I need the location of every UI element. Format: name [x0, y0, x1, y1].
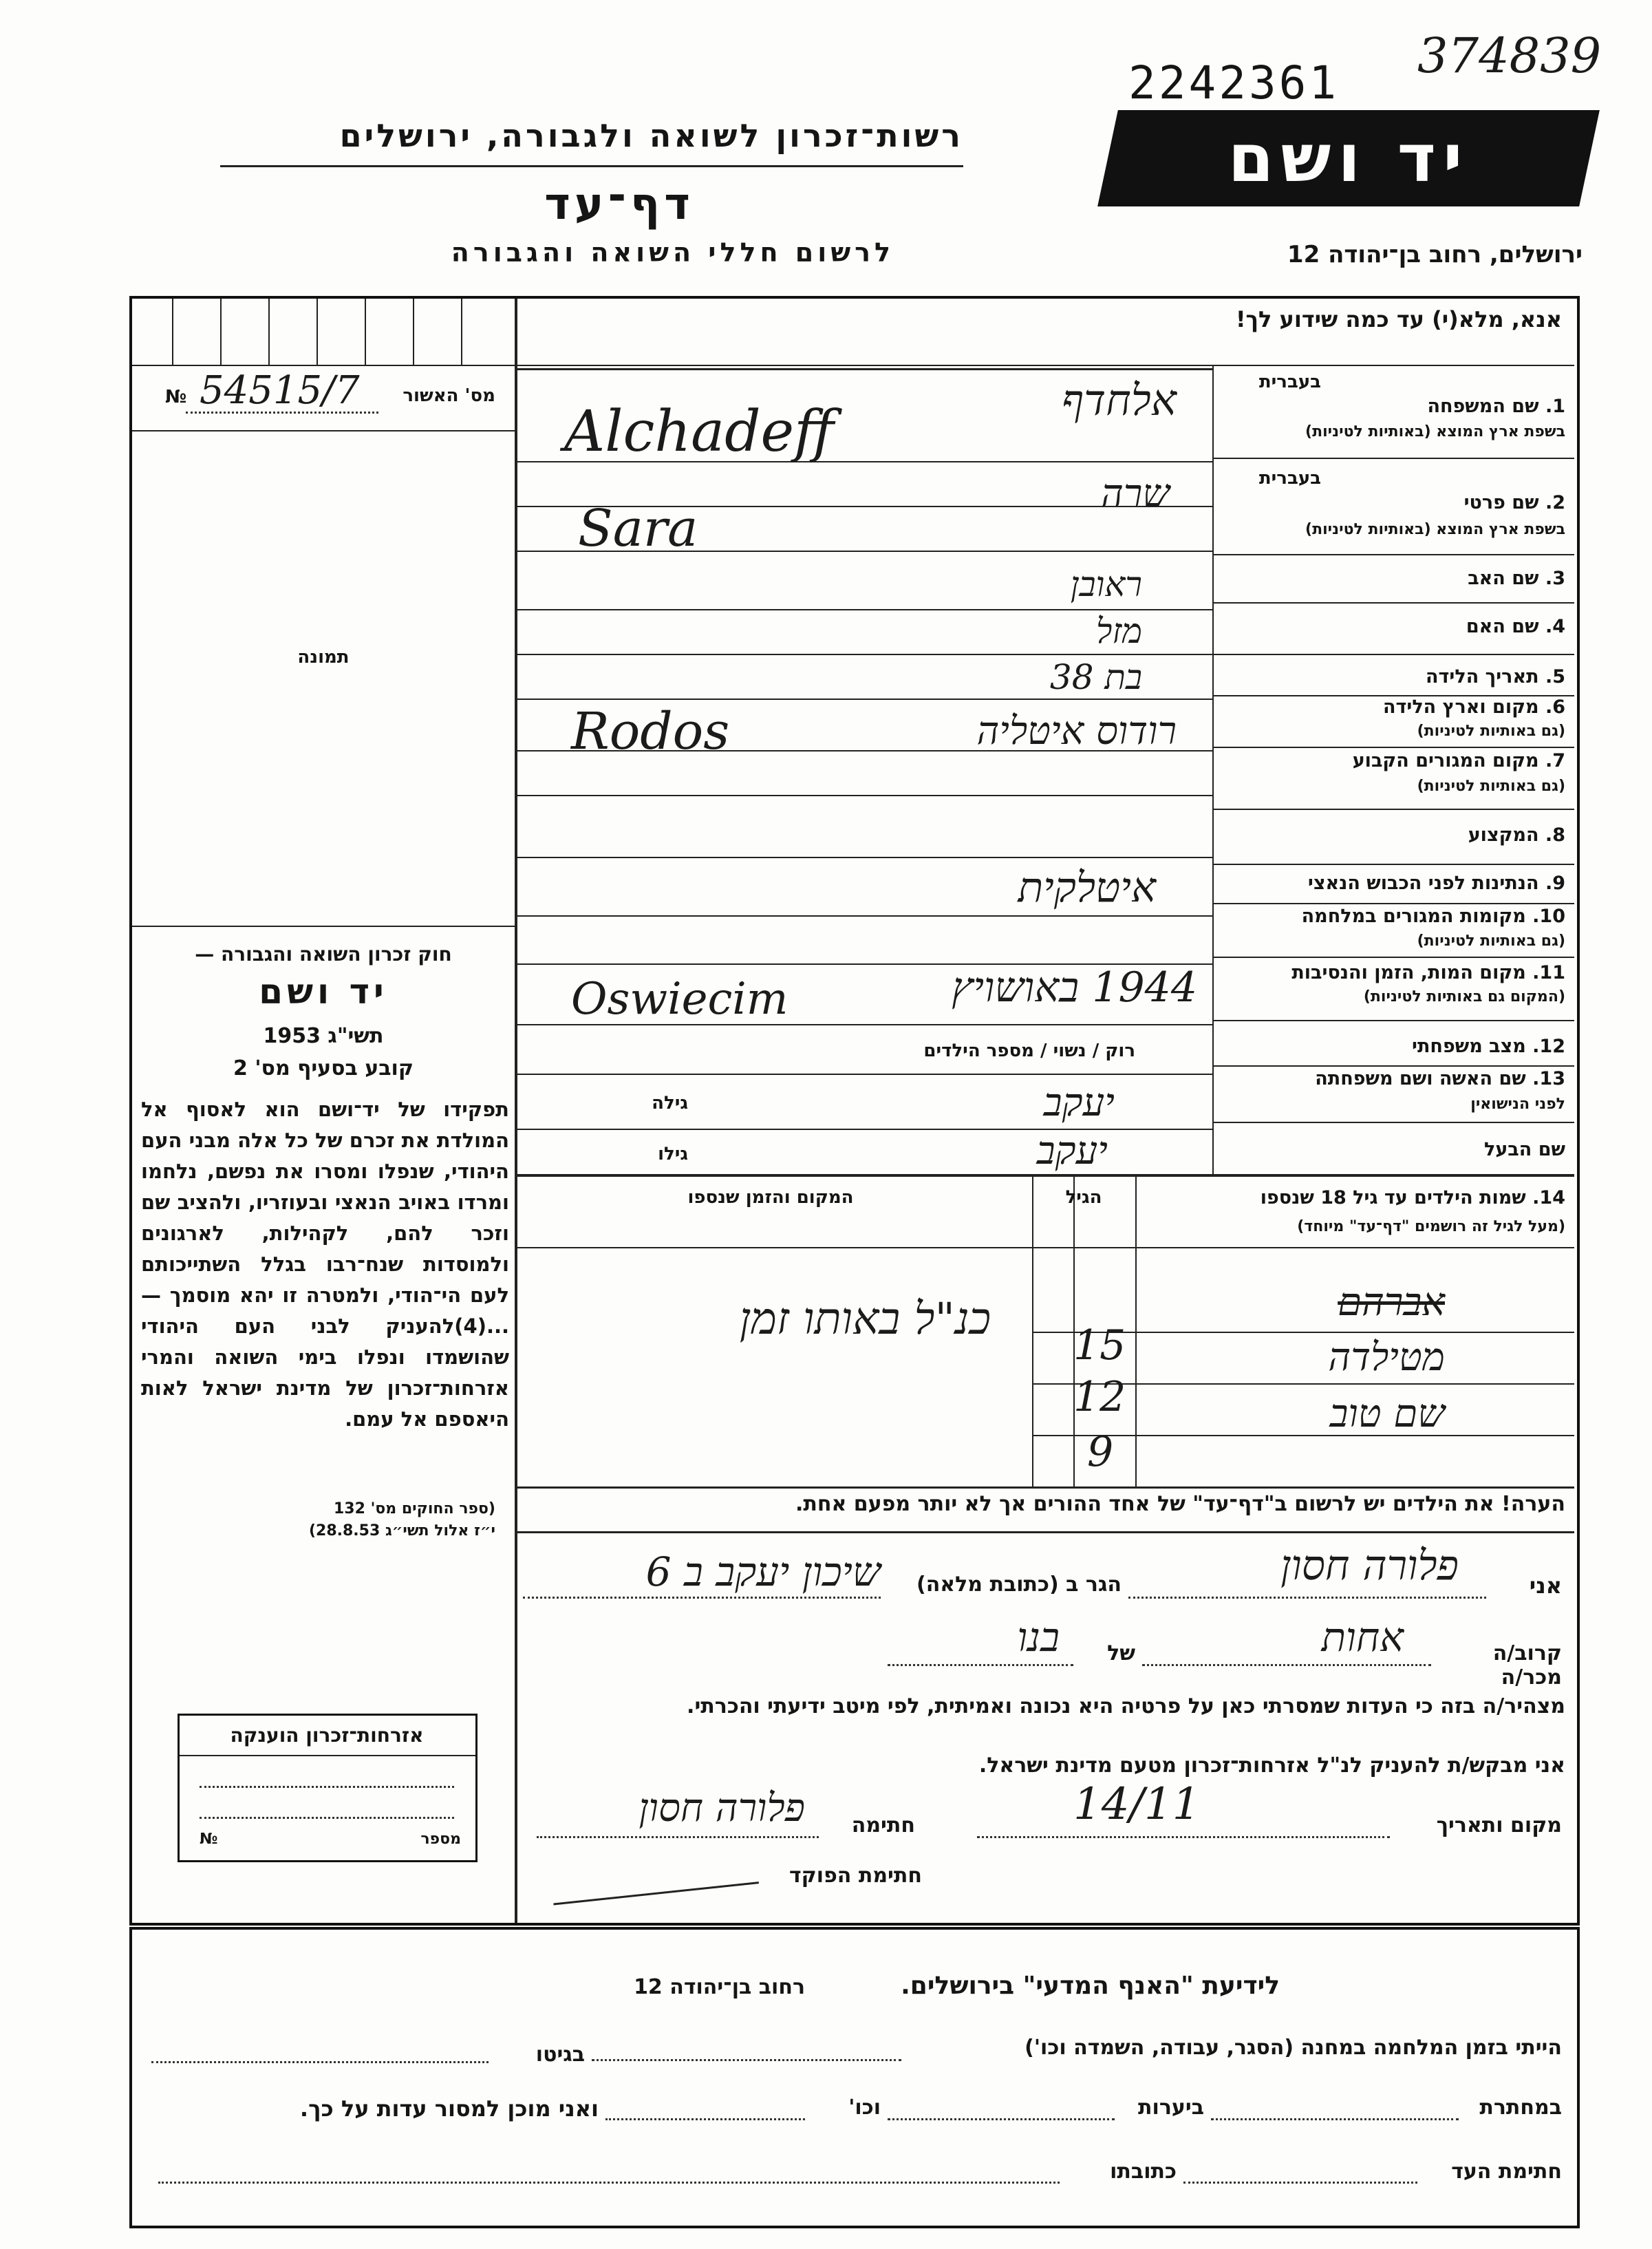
- children-header-rule: [517, 1247, 1574, 1248]
- answer-death-place-latin: Oswiecim: [571, 974, 789, 1025]
- answer-family-name-latin: Alchadeff: [564, 399, 835, 465]
- bottom-line2-c: וכו': [848, 2096, 881, 2120]
- field-sub-family-name: בשפת ארץ המוצא (באותיות לטיניות): [1305, 423, 1565, 440]
- registration-label: מס' האשור: [403, 385, 495, 406]
- child-row-rule: [1135, 1332, 1574, 1333]
- bottom-line3-dots: [1183, 2182, 1417, 2184]
- field-label-marital-status: 12. מצב משפחתי: [1412, 1036, 1565, 1057]
- certificate-rule: [180, 1755, 475, 1756]
- bottom-line2-end: ואני מוכן למסור עדות על כך.: [299, 2096, 599, 2122]
- hebrew-tag-2: בעברית: [1258, 468, 1321, 489]
- answer-line: [517, 609, 1212, 610]
- left-column-divider: [515, 299, 517, 1923]
- note-rule: [517, 1531, 1574, 1533]
- answer-line: [517, 857, 1212, 858]
- left-top-rule: [132, 365, 515, 366]
- section-rule: [517, 1174, 1574, 1177]
- bottom-line1-end: בגיטו: [535, 2043, 585, 2067]
- declarant-value: פלורה חסון: [1280, 1542, 1459, 1590]
- field-label-wartime-residence: 10. מקומות המגורים במלחמה: [1301, 906, 1565, 927]
- field-label-birthplace: 6. מקום וארץ הלידה: [1382, 696, 1565, 718]
- label-rule: [1212, 809, 1574, 810]
- child-place-1: כנ"ל באותו זמן: [739, 1294, 991, 1345]
- field-label-nationality: 9. הנתינות לפני הכבוש הנאצי: [1307, 873, 1565, 894]
- check-cell: [461, 299, 462, 365]
- label-rule: [1212, 458, 1574, 459]
- registration-no-mark: №: [165, 387, 187, 407]
- field-label-husband-name: שם הבעל: [1483, 1139, 1565, 1160]
- registration-line: [186, 412, 378, 414]
- label-rule: [1212, 747, 1574, 748]
- declaration-request: אני מבקש/ת להעניק לנ"ל אזרחות־זכרון מטעם מדינת ישראל.: [978, 1754, 1565, 1778]
- answer-line: [517, 1074, 1212, 1075]
- of-line: [888, 1664, 1073, 1666]
- photo-label: תמונה: [297, 647, 350, 668]
- label-rule: [1212, 1020, 1574, 1021]
- answer-family-name-hebrew: אלחדף: [1061, 375, 1177, 425]
- answer-birthplace-latin: Rodos: [571, 702, 730, 761]
- husband-value: יעקב: [1036, 1129, 1108, 1173]
- signature-line: [537, 1836, 819, 1838]
- intro-text: אנא, מלא(י) עד כמה שידוע לך!: [1235, 306, 1562, 332]
- answer-first-name-latin: Sara: [578, 499, 698, 558]
- header-rule: [220, 165, 963, 167]
- age-header: הגיל: [1065, 1187, 1102, 1208]
- declarant-label: אני: [1529, 1573, 1562, 1599]
- check-cell: [172, 299, 173, 365]
- husband-age-label: גילו: [658, 1144, 688, 1164]
- answer-birthplace-hebrew: רודוס איטליה: [976, 709, 1177, 754]
- answer-line: [517, 915, 1212, 917]
- children-bottom-rule: [517, 1486, 1574, 1489]
- field-label-residence: 7. מקום המגורים הקבוע: [1352, 750, 1565, 771]
- resides-value: שיכון יעקב ב 6: [645, 1548, 881, 1595]
- field-label-birth-date: 5. תאריך הלידה: [1425, 666, 1565, 688]
- child-row-rule: [1032, 1435, 1135, 1436]
- field-sub-birthplace: (גם באותיות לטיניות): [1417, 723, 1565, 740]
- answer-birth-date: בת 38: [1049, 657, 1142, 697]
- field-sub-wife-name: לפני הנישואין: [1470, 1096, 1565, 1113]
- law-name: יד ושם: [259, 972, 388, 1012]
- form-title: דף־עד: [544, 179, 694, 230]
- logo-text: יד ושם: [1227, 120, 1470, 197]
- left-rule: [132, 430, 515, 431]
- of-label: של: [1107, 1641, 1135, 1665]
- certificate-line: [200, 1786, 454, 1788]
- answer-father: ראובן: [1070, 564, 1142, 604]
- place-date-line: [977, 1836, 1390, 1838]
- handwritten-number: 374839: [1417, 28, 1602, 84]
- resides-line: [523, 1597, 881, 1599]
- wife-age-label: גילה: [652, 1093, 688, 1113]
- child-name-3: שם טוב: [1329, 1392, 1445, 1436]
- certificate-number-label: מספר: [420, 1831, 461, 1848]
- law-section: קובע בסעיף מס' 2: [233, 1056, 414, 1080]
- place-date-label: מקום ותאריך: [1436, 1813, 1562, 1837]
- answer-line: [517, 654, 1212, 655]
- bottom-line1-label: הייתי בזמן המלחמה במחנה (הסגר, עבודה, השמדה וכו'): [1025, 2036, 1562, 2060]
- signature-value: פלורה חסון: [639, 1786, 805, 1831]
- note-text: הערה! את הילדים יש לרשום ב"דף־עד" של אחד ההורים אך לא יותר מפעם אחת.: [795, 1492, 1565, 1516]
- bottom-address: רחוב בן־יהודה 12: [634, 1975, 805, 1999]
- law-reference-date: י״ז אלול תשי״ג 28.8.53): [308, 1522, 495, 1539]
- field-label-first-name: 2. שם פרטי: [1463, 492, 1565, 513]
- photo-rule: [132, 926, 515, 927]
- check-cell: [413, 299, 414, 365]
- field-label-father: 3. שם האב: [1468, 568, 1565, 589]
- law-title: חוק זכרון השואה והגבורה —: [195, 943, 452, 966]
- check-cell: [365, 299, 366, 365]
- answer-line: [517, 368, 1212, 370]
- marital-options: רוק / נשוי / מספר הילדים: [923, 1041, 1135, 1061]
- label-rule: [1212, 864, 1574, 865]
- label-rule: [1212, 554, 1574, 555]
- hebrew-tag-1: בעברית: [1258, 372, 1321, 392]
- registration-value: 54515/7: [200, 368, 360, 413]
- relative-value: אחות: [1321, 1614, 1404, 1661]
- declaration-statement: מצהיר/ה בזה כי העדות שמסרתי כאן על פרטיה היא נכונה ואמיתית, לפי מיטב ידיעתי והכרתי.: [687, 1694, 1565, 1718]
- label-rule: [1212, 602, 1574, 604]
- resides-label: הגר ב (כתובת מלאה): [916, 1573, 1122, 1597]
- bottom-line2-dots-2: [888, 2118, 1115, 2120]
- child-age-3: 9: [1087, 1428, 1114, 1476]
- law-year: תשי"ג 1953: [263, 1024, 384, 1048]
- label-rule: [1212, 1122, 1574, 1123]
- check-cell: [220, 299, 222, 365]
- child-age-2: 12: [1073, 1373, 1126, 1421]
- field-label-family-name: 1. שם המשפחה: [1427, 396, 1565, 417]
- signature-label: חתימה: [851, 1813, 915, 1837]
- child-row-rule: [1135, 1383, 1574, 1385]
- field-label-wife-name: 13. שם האשה ושם משפחתה: [1315, 1068, 1565, 1089]
- header-address: ירושלים, רחוב בן־יהודה 12: [1287, 241, 1583, 268]
- intro-rule: [517, 365, 1574, 366]
- field-label-profession: 8. המקצוע: [1468, 824, 1565, 846]
- place-header: המקום והזמן שנספו: [687, 1187, 854, 1208]
- relative-line: [1142, 1664, 1431, 1666]
- yad-vashem-logo: [1097, 110, 1600, 206]
- check-cell: [268, 299, 270, 365]
- field-sub-first-name: בשפת ארץ המוצא (באותיות לטיניות): [1305, 521, 1565, 538]
- answer-line: [517, 1129, 1212, 1130]
- bottom-line1-dots: [592, 2059, 901, 2061]
- answer-line: [517, 795, 1212, 796]
- stamp-number: 2242361: [1128, 56, 1340, 109]
- answer-mother: מזל: [1096, 611, 1142, 651]
- officer-signature-label: חתימת הפוקד: [789, 1864, 922, 1888]
- field-sub-death-place: (המקום גם באותיות לטיניות): [1363, 988, 1565, 1005]
- bottom-line2-a: במחתרת: [1479, 2096, 1562, 2120]
- answer-death-place-hebrew: 1944 באושויץ: [952, 963, 1197, 1012]
- relative-label: קרוב/ה מכר/ה: [1492, 1641, 1562, 1690]
- certificate-no-mark: №: [200, 1831, 218, 1848]
- bottom-line3-b: כתובתו: [1110, 2160, 1177, 2184]
- bottom-line2-dots-3: [605, 2118, 805, 2120]
- field-label-mother: 4. שם האם: [1466, 616, 1565, 637]
- children-label: 14. שמות הילדים עד גיל 18 שנספו: [1260, 1187, 1565, 1208]
- certificate-line: [200, 1817, 454, 1819]
- child-name-1: אברהם: [1338, 1280, 1445, 1325]
- certificate-title: אזרחות־זכרון הוענקה: [230, 1724, 424, 1747]
- bottom-line2-b: ביערות: [1138, 2096, 1204, 2120]
- authority-title: רשות־זכרון לשואה ולגבורה, ירושלים: [339, 117, 963, 154]
- bottom-line2-dots: [1211, 2118, 1459, 2120]
- answer-nationality: איטלקית: [1018, 864, 1156, 912]
- law-reference: (ספר החוקים מס' 132: [333, 1500, 495, 1517]
- answer-first-name-hebrew: שרה: [1101, 471, 1170, 516]
- answer-line: [517, 699, 1212, 700]
- child-age-1: 15: [1073, 1321, 1126, 1369]
- child-name-2: מטילדה: [1328, 1335, 1445, 1380]
- label-rule: [1212, 654, 1574, 655]
- bottom-line1-dots-2: [151, 2061, 489, 2063]
- bottom-title: לידיעת "האנף המדעי" בירושלים.: [901, 1972, 1280, 2000]
- children-sub: (מעל לגיל זה רושמים "דף־עד" מיוחד): [1297, 1218, 1565, 1235]
- law-text: תפקידו של יד־ושם הוא לאסוף אל המולדת את זכרם של כל אלה מבני העם היהודי, שנפלו ומסרו את נפשם, נלחמו ומרדו באויב הנאצי ובעוזריו, ולהציב שם וזכר להם, לקהילות, לארגונים ולמוסדות שנח־רבו בגלל השתייכותם לעם הי־הודי, ולמטרה זו יהא מוסמך — ...(4)להעניק לבני העם היהודי שהושמדו ונפלו בימי השואה והמרי אזרחות־זכרון של מדינת ישראל לאות היאספם אל עמם.: [141, 1098, 509, 1431]
- declarant-line: [1128, 1597, 1486, 1599]
- wife-value: יעקב: [1043, 1080, 1115, 1125]
- check-cell: [317, 299, 318, 365]
- form-subtitle: לרשום חללי השואה והגבורה: [451, 237, 894, 268]
- bottom-line3-a: חתימת העד: [1451, 2160, 1562, 2184]
- place-date-value: 14/11: [1073, 1779, 1201, 1830]
- label-rule: [1212, 957, 1574, 958]
- label-divider: [1212, 365, 1214, 1177]
- bottom-line3-dots-2: [158, 2182, 1060, 2184]
- field-sub-residence: (גם באותיות לטיניות): [1417, 778, 1565, 795]
- label-rule: [1212, 1065, 1574, 1067]
- field-sub-wartime-residence: (גם באותיות לטיניות): [1417, 932, 1565, 950]
- label-rule: [1212, 903, 1574, 904]
- of-value: בנו: [1017, 1614, 1060, 1661]
- field-label-death-place: 11. מקום המות, הזמן והנסיבות: [1291, 962, 1565, 983]
